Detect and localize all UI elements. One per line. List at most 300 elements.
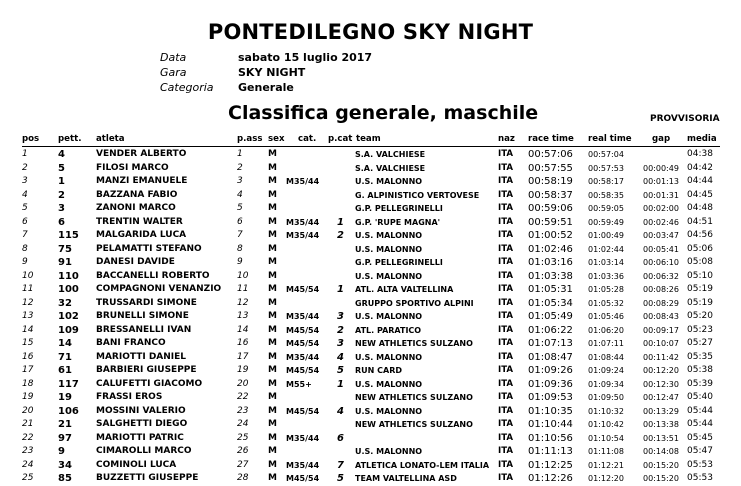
col-header-sex: sex [268, 134, 285, 144]
cell-race-time: 01:03:38 [528, 270, 573, 282]
cell-cat: M45/54 [286, 406, 320, 416]
cell-naz: ITA [498, 311, 514, 321]
cell-cat: M35/44 [286, 460, 320, 470]
cell-pcat: 6 [337, 432, 344, 444]
cell-pos: 8 [22, 243, 28, 254]
cell-real-time: 01:10:54 [588, 433, 624, 443]
cell-pos: 9 [22, 257, 28, 267]
cell-media: 05:08 [687, 257, 713, 267]
cell-pett: 61 [58, 365, 72, 376]
ranking-title: Classifica generale, maschile [228, 102, 539, 124]
header-divider [22, 146, 720, 147]
cell-pos: 2 [22, 162, 28, 173]
cell-pass: 20 [237, 378, 249, 389]
cell-pos: 21 [22, 419, 34, 429]
cell-media: 05:40 [687, 392, 713, 402]
cell-real-time: 00:58:17 [588, 177, 624, 186]
table-row [0, 229, 741, 243]
cell-gap: 00:05:41 [643, 244, 679, 254]
cell-pos: 11 [22, 284, 34, 294]
cell-race-time: 01:05:31 [528, 284, 573, 295]
cell-gap: 00:02:00 [643, 204, 679, 213]
table-row [0, 270, 741, 284]
cell-media: 05:20 [687, 311, 713, 321]
cell-atleta: SALGHETTI DIEGO [96, 419, 188, 429]
cell-pass: 27 [237, 459, 249, 470]
cell-real-time: 01:12:20 [588, 474, 624, 483]
cell-sex: M [268, 378, 277, 389]
cell-pass: 14 [237, 324, 249, 335]
cell-naz: ITA [498, 324, 514, 335]
cell-real-time: 01:11:08 [588, 447, 624, 456]
cell-race-time: 01:09:26 [528, 365, 573, 376]
cell-media: 05:38 [687, 365, 713, 375]
cell-race-time: 01:03:16 [528, 257, 573, 268]
cell-pass: 26 [237, 446, 249, 456]
cell-real-time: 01:05:46 [588, 312, 624, 321]
cell-gap: 00:15:20 [643, 474, 679, 483]
cell-gap: 00:01:31 [643, 190, 679, 200]
cell-pass: 24 [237, 419, 249, 429]
cell-naz: ITA [498, 392, 514, 402]
cell-sex: M [268, 446, 277, 456]
cell-pett: 117 [58, 378, 79, 390]
meta-key: Categoria [160, 81, 214, 94]
cell-race-time: 01:05:34 [528, 297, 573, 309]
cell-pett: 34 [58, 459, 72, 471]
cell-race-time: 01:00:52 [528, 230, 573, 241]
cell-cat: M45/54 [286, 339, 320, 348]
cell-race-time: 00:57:55 [528, 162, 573, 174]
cell-real-time: 01:03:36 [588, 271, 624, 281]
cell-sex: M [268, 176, 277, 186]
cell-cat: M35/44 [286, 177, 320, 186]
cell-atleta: FILOSI MARCO [96, 162, 169, 173]
cell-naz: ITA [498, 243, 514, 254]
cell-naz: ITA [498, 432, 514, 443]
cell-cat: M35/44 [286, 352, 320, 362]
cell-media: 05:39 [687, 378, 713, 389]
table-row [0, 337, 741, 351]
cell-pett: 2 [58, 189, 65, 201]
cell-pcat: 1 [337, 216, 344, 228]
cell-media: 05:45 [687, 432, 713, 443]
cell-naz: ITA [498, 473, 514, 483]
cell-gap: 00:02:46 [643, 217, 679, 227]
table-row [0, 351, 741, 365]
cell-team: U.S. MALONNO [355, 244, 423, 254]
cell-media: 05:47 [687, 446, 713, 456]
cell-race-time: 00:57:06 [528, 149, 573, 160]
cell-team: G.P. PELLEGRINELLI [355, 258, 443, 267]
cell-naz: ITA [498, 405, 514, 416]
table-row [0, 243, 741, 257]
cell-gap: 00:03:47 [643, 231, 679, 240]
table-row [0, 459, 741, 473]
meta-value: Generale [238, 81, 294, 94]
cell-pass: 9 [237, 257, 243, 267]
cell-pcat: 2 [337, 230, 344, 241]
col-header-atleta: atleta [96, 134, 125, 144]
col-header-race-time: race time [528, 134, 574, 144]
cell-real-time: 00:57:53 [588, 163, 624, 173]
cell-gap: 00:11:42 [643, 352, 679, 362]
cell-pos: 20 [22, 405, 34, 416]
cell-naz: ITA [498, 189, 514, 200]
cell-naz: ITA [498, 297, 514, 308]
cell-atleta: COMPAGNONI VENANZIO [96, 284, 222, 294]
cell-media: 05:35 [687, 351, 713, 362]
table-row [0, 391, 741, 405]
cell-gap: 00:08:43 [643, 312, 679, 321]
cell-atleta: BAZZANA FABIO [96, 189, 178, 200]
cell-pett: 21 [58, 419, 72, 430]
cell-sex: M [268, 311, 277, 321]
cell-race-time: 01:05:49 [528, 311, 573, 322]
cell-atleta: MALGARIDA LUCA [96, 230, 187, 240]
cell-pcat: 1 [337, 378, 344, 390]
cell-sex: M [268, 432, 277, 443]
cell-pett: 100 [58, 284, 79, 295]
cell-pcat: 7 [337, 459, 344, 471]
cell-pos: 24 [22, 459, 34, 470]
cell-pett: 110 [58, 270, 79, 282]
cell-race-time: 01:10:56 [528, 432, 573, 444]
cell-real-time: 00:58:35 [588, 190, 624, 200]
cell-sex: M [268, 351, 277, 362]
cell-pett: 14 [58, 338, 72, 349]
cell-gap: 00:13:38 [643, 420, 679, 429]
cell-race-time: 01:10:35 [528, 405, 573, 417]
cell-real-time: 01:06:20 [588, 325, 624, 335]
cell-pass: 6 [237, 216, 243, 227]
cell-pass: 17 [237, 351, 249, 362]
cell-team: RUN CARD [355, 366, 402, 375]
cell-pos: 25 [22, 473, 34, 483]
cell-naz: ITA [498, 176, 514, 186]
cell-atleta: FRASSI EROS [96, 392, 163, 402]
cell-gap: 00:01:13 [643, 177, 679, 186]
cell-naz: ITA [498, 459, 514, 470]
cell-cat: M45/54 [286, 285, 320, 294]
cell-gap: 00:06:32 [643, 271, 679, 281]
cell-gap: 00:12:30 [643, 379, 679, 389]
cell-gap: 00:08:29 [643, 298, 679, 308]
col-header-cat: cat. [298, 134, 317, 144]
cell-sex: M [268, 257, 277, 267]
cell-team: U.S. MALONNO [355, 231, 423, 240]
cell-pcat: 1 [337, 284, 344, 295]
cell-pos: 12 [22, 297, 34, 308]
cell-pos: 6 [22, 216, 28, 227]
cell-sex: M [268, 419, 277, 429]
cell-pos: 3 [22, 176, 28, 186]
cell-gap: 00:00:49 [643, 163, 679, 173]
table-row [0, 472, 741, 486]
cell-naz: ITA [498, 162, 514, 173]
col-header-naz: naz [498, 134, 515, 144]
cell-team: NEW ATHLETICS SULZANO [355, 393, 473, 402]
cell-team: U.S. MALONNO [355, 379, 423, 389]
cell-real-time: 01:10:42 [588, 420, 624, 429]
cell-gap: 00:06:10 [643, 258, 679, 267]
cell-team: S.A. VALCHIESE [355, 163, 426, 173]
cell-team: NEW ATHLETICS SULZANO [355, 420, 473, 429]
cell-real-time: 00:57:04 [588, 150, 624, 159]
cell-team: G. ALPINISTICO VERTOVESE [355, 190, 480, 200]
cell-sex: M [268, 149, 277, 159]
cell-atleta: TRUSSARDI SIMONE [96, 297, 197, 308]
cell-gap: 00:13:29 [643, 406, 679, 416]
cell-team: G.P. PELLEGRINELLI [355, 204, 443, 213]
cell-naz: ITA [498, 149, 514, 159]
cell-sex: M [268, 405, 277, 416]
cell-pett: 6 [58, 216, 65, 228]
cell-pass: 19 [237, 365, 249, 375]
cell-atleta: BRUNELLI SIMONE [96, 311, 189, 321]
table-row [0, 256, 741, 270]
cell-race-time: 01:06:22 [528, 324, 573, 336]
cell-sex: M [268, 230, 277, 240]
cell-gap: 00:12:20 [643, 366, 679, 375]
cell-pos: 22 [22, 432, 34, 443]
cell-atleta: MARIOTTI DANIEL [96, 351, 187, 362]
cell-sex: M [268, 270, 277, 281]
cell-pett: 1 [58, 176, 65, 187]
cell-sex: M [268, 216, 277, 227]
cell-pass: 8 [237, 243, 243, 254]
cell-team: S.A. VALCHIESE [355, 150, 426, 159]
cell-cat: M35/44 [286, 217, 320, 227]
cell-race-time: 01:09:36 [528, 378, 573, 390]
cell-pett: 5 [58, 162, 65, 174]
cell-atleta: VENDER ALBERTO [96, 149, 187, 159]
cell-pass: 3 [237, 176, 243, 186]
cell-team: U.S. MALONNO [355, 352, 423, 362]
cell-team: U.S. MALONNO [355, 406, 423, 416]
cell-real-time: 01:07:11 [588, 339, 624, 348]
cell-pos: 1 [22, 149, 28, 159]
cell-naz: ITA [498, 351, 514, 362]
cell-pass: 28 [237, 473, 249, 483]
cell-real-time: 00:59:49 [588, 217, 624, 227]
cell-pos: 19 [22, 392, 34, 402]
cell-race-time: 01:08:47 [528, 351, 573, 363]
cell-atleta: BUZZETTI GIUSEPPE [96, 473, 199, 483]
cell-media: 04:45 [687, 189, 713, 200]
cell-sex: M [268, 162, 277, 173]
cell-pass: 12 [237, 297, 249, 308]
cell-race-time: 01:12:25 [528, 459, 573, 471]
cell-team: U.S. MALONNO [355, 177, 423, 186]
table-header [0, 133, 741, 146]
cell-sex: M [268, 392, 277, 402]
cell-pcat: 3 [337, 338, 344, 349]
cell-naz: ITA [498, 338, 514, 348]
meta-value: SKY NIGHT [238, 66, 306, 79]
cell-pass: 4 [237, 189, 243, 200]
cell-gap: 00:12:47 [643, 393, 679, 402]
cell-pett: 75 [58, 243, 72, 255]
meta-value: sabato 15 luglio 2017 [238, 51, 373, 64]
cell-media: 05:44 [687, 405, 713, 416]
cell-race-time: 01:07:13 [528, 338, 573, 349]
cell-pcat: 4 [337, 405, 344, 417]
cell-team: ATL. ALTA VALTELLINA [355, 285, 454, 294]
cell-pass: 22 [237, 392, 249, 402]
cell-team: U.S. MALONNO [355, 447, 423, 456]
cell-naz: ITA [498, 365, 514, 375]
cell-real-time: 01:03:14 [588, 258, 624, 267]
cell-pett: 115 [58, 230, 79, 241]
cell-media: 04:51 [687, 216, 713, 227]
cell-real-time: 00:59:05 [588, 204, 624, 213]
cell-pass: 2 [237, 162, 243, 173]
table-row [0, 324, 741, 338]
table-row [0, 175, 741, 189]
cell-race-time: 01:02:46 [528, 243, 573, 255]
cell-real-time: 01:09:34 [588, 379, 624, 389]
cell-pass: 10 [237, 270, 249, 281]
cell-real-time: 01:08:44 [588, 352, 624, 362]
cell-pass: 13 [237, 311, 249, 321]
cell-naz: ITA [498, 446, 514, 456]
cell-atleta: BRESSANELLI IVAN [96, 324, 192, 335]
cell-team: NEW ATHLETICS SULZANO [355, 339, 473, 348]
cell-pos: 7 [22, 230, 28, 240]
cell-atleta: BARBIERI GIUSEPPE [96, 365, 197, 375]
cell-pcat: 5 [337, 365, 344, 376]
cell-pett: 32 [58, 297, 72, 309]
cell-pos: 5 [22, 203, 28, 213]
cell-media: 04:56 [687, 230, 713, 240]
table-row [0, 189, 741, 203]
cell-sex: M [268, 243, 277, 254]
cell-cat: M35/44 [286, 312, 320, 321]
cell-atleta: CIMAROLLI MARCO [96, 446, 192, 456]
cell-race-time: 00:59:06 [528, 203, 573, 214]
cell-real-time: 01:05:28 [588, 285, 624, 294]
page-title: PONTEDILEGNO SKY NIGHT [207, 20, 534, 44]
cell-atleta: ZANONI MARCO [96, 203, 176, 213]
cell-team: TEAM VALTELLINA ASD [355, 474, 457, 483]
cell-pcat: 2 [337, 324, 344, 336]
cell-pass: 25 [237, 432, 249, 443]
cell-naz: ITA [498, 257, 514, 267]
table-row [0, 216, 741, 230]
cell-real-time: 01:05:32 [588, 298, 624, 308]
cell-race-time: 01:11:13 [528, 446, 573, 457]
cell-pett: 9 [58, 446, 65, 457]
cell-atleta: MANZI EMANUELE [96, 176, 188, 186]
cell-team: ATLETICA LONATO-LEM ITALIA [355, 460, 490, 470]
cell-real-time: 01:12:21 [588, 460, 624, 470]
cell-media: 04:44 [687, 176, 713, 186]
cell-pett: 71 [58, 351, 72, 363]
cell-pett: 3 [58, 203, 65, 214]
cell-sex: M [268, 473, 277, 483]
cell-race-time: 01:10:44 [528, 419, 573, 430]
meta-key: Gara [160, 66, 187, 79]
cell-gap: 00:09:17 [643, 325, 679, 335]
cell-pass: 16 [237, 338, 249, 348]
cell-cat: M35/44 [286, 231, 320, 240]
cell-team: ATL. PARATICO [355, 325, 422, 335]
cell-naz: ITA [498, 203, 514, 213]
cell-media: 05:23 [687, 324, 713, 335]
cell-sex: M [268, 324, 277, 335]
cell-pos: 23 [22, 446, 34, 456]
meta-key: Data [160, 51, 187, 64]
table-row [0, 364, 741, 378]
cell-sex: M [268, 365, 277, 375]
table-row [0, 405, 741, 419]
cell-pett: 19 [58, 392, 72, 403]
cell-pass: 11 [237, 284, 249, 294]
cell-gap: 00:08:26 [643, 285, 679, 294]
cell-atleta: BANI FRANCO [96, 338, 166, 348]
cell-pos: 14 [22, 324, 34, 335]
cell-atleta: CALUFETTI GIACOMO [96, 378, 203, 389]
cell-pos: 10 [22, 270, 34, 281]
cell-media: 05:27 [687, 338, 713, 348]
table-row [0, 378, 741, 392]
cell-media: 05:06 [687, 243, 713, 254]
cell-race-time: 01:09:53 [528, 392, 573, 403]
cell-pett: 4 [58, 149, 65, 160]
cell-sex: M [268, 338, 277, 348]
cell-real-time: 01:09:24 [588, 366, 624, 375]
cell-race-time: 00:59:51 [528, 216, 573, 228]
cell-media: 05:19 [687, 297, 713, 308]
cell-pett: 91 [58, 257, 72, 268]
cell-pass: 5 [237, 203, 243, 213]
cell-media: 05:19 [687, 284, 713, 294]
cell-naz: ITA [498, 419, 514, 429]
cell-cat: M45/54 [286, 474, 320, 483]
cell-cat: M45/54 [286, 325, 320, 335]
cell-sex: M [268, 284, 277, 294]
cell-atleta: MOSSINI VALERIO [96, 405, 186, 416]
cell-pos: 15 [22, 338, 34, 348]
table-row [0, 162, 741, 176]
cell-real-time: 01:10:32 [588, 406, 624, 416]
col-header-pcat: p.cat [328, 134, 353, 144]
cell-naz: ITA [498, 216, 514, 227]
cell-pos: 18 [22, 378, 34, 389]
table-row [0, 432, 741, 446]
cell-atleta: DANESI DAVIDE [96, 257, 175, 267]
col-header-media: media [687, 134, 717, 144]
col-header-gap: gap [652, 134, 671, 144]
cell-sex: M [268, 459, 277, 470]
col-header-real-time: real time [588, 134, 632, 144]
cell-sex: M [268, 189, 277, 200]
cell-pett: 106 [58, 405, 79, 417]
cell-gap: 00:13:51 [643, 433, 679, 443]
cell-pass: 23 [237, 405, 249, 416]
cell-media: 04:42 [687, 162, 713, 173]
cell-atleta: PELAMATTI STEFANO [96, 243, 202, 254]
cell-pett: 102 [58, 311, 79, 322]
cell-pett: 109 [58, 324, 79, 336]
cell-team: G.P. 'RUPE MAGNA' [355, 217, 441, 227]
cell-pos: 16 [22, 351, 34, 362]
table-row [0, 202, 741, 216]
table-row [0, 283, 741, 297]
col-header-pos: pos [22, 134, 40, 144]
cell-naz: ITA [498, 284, 514, 294]
